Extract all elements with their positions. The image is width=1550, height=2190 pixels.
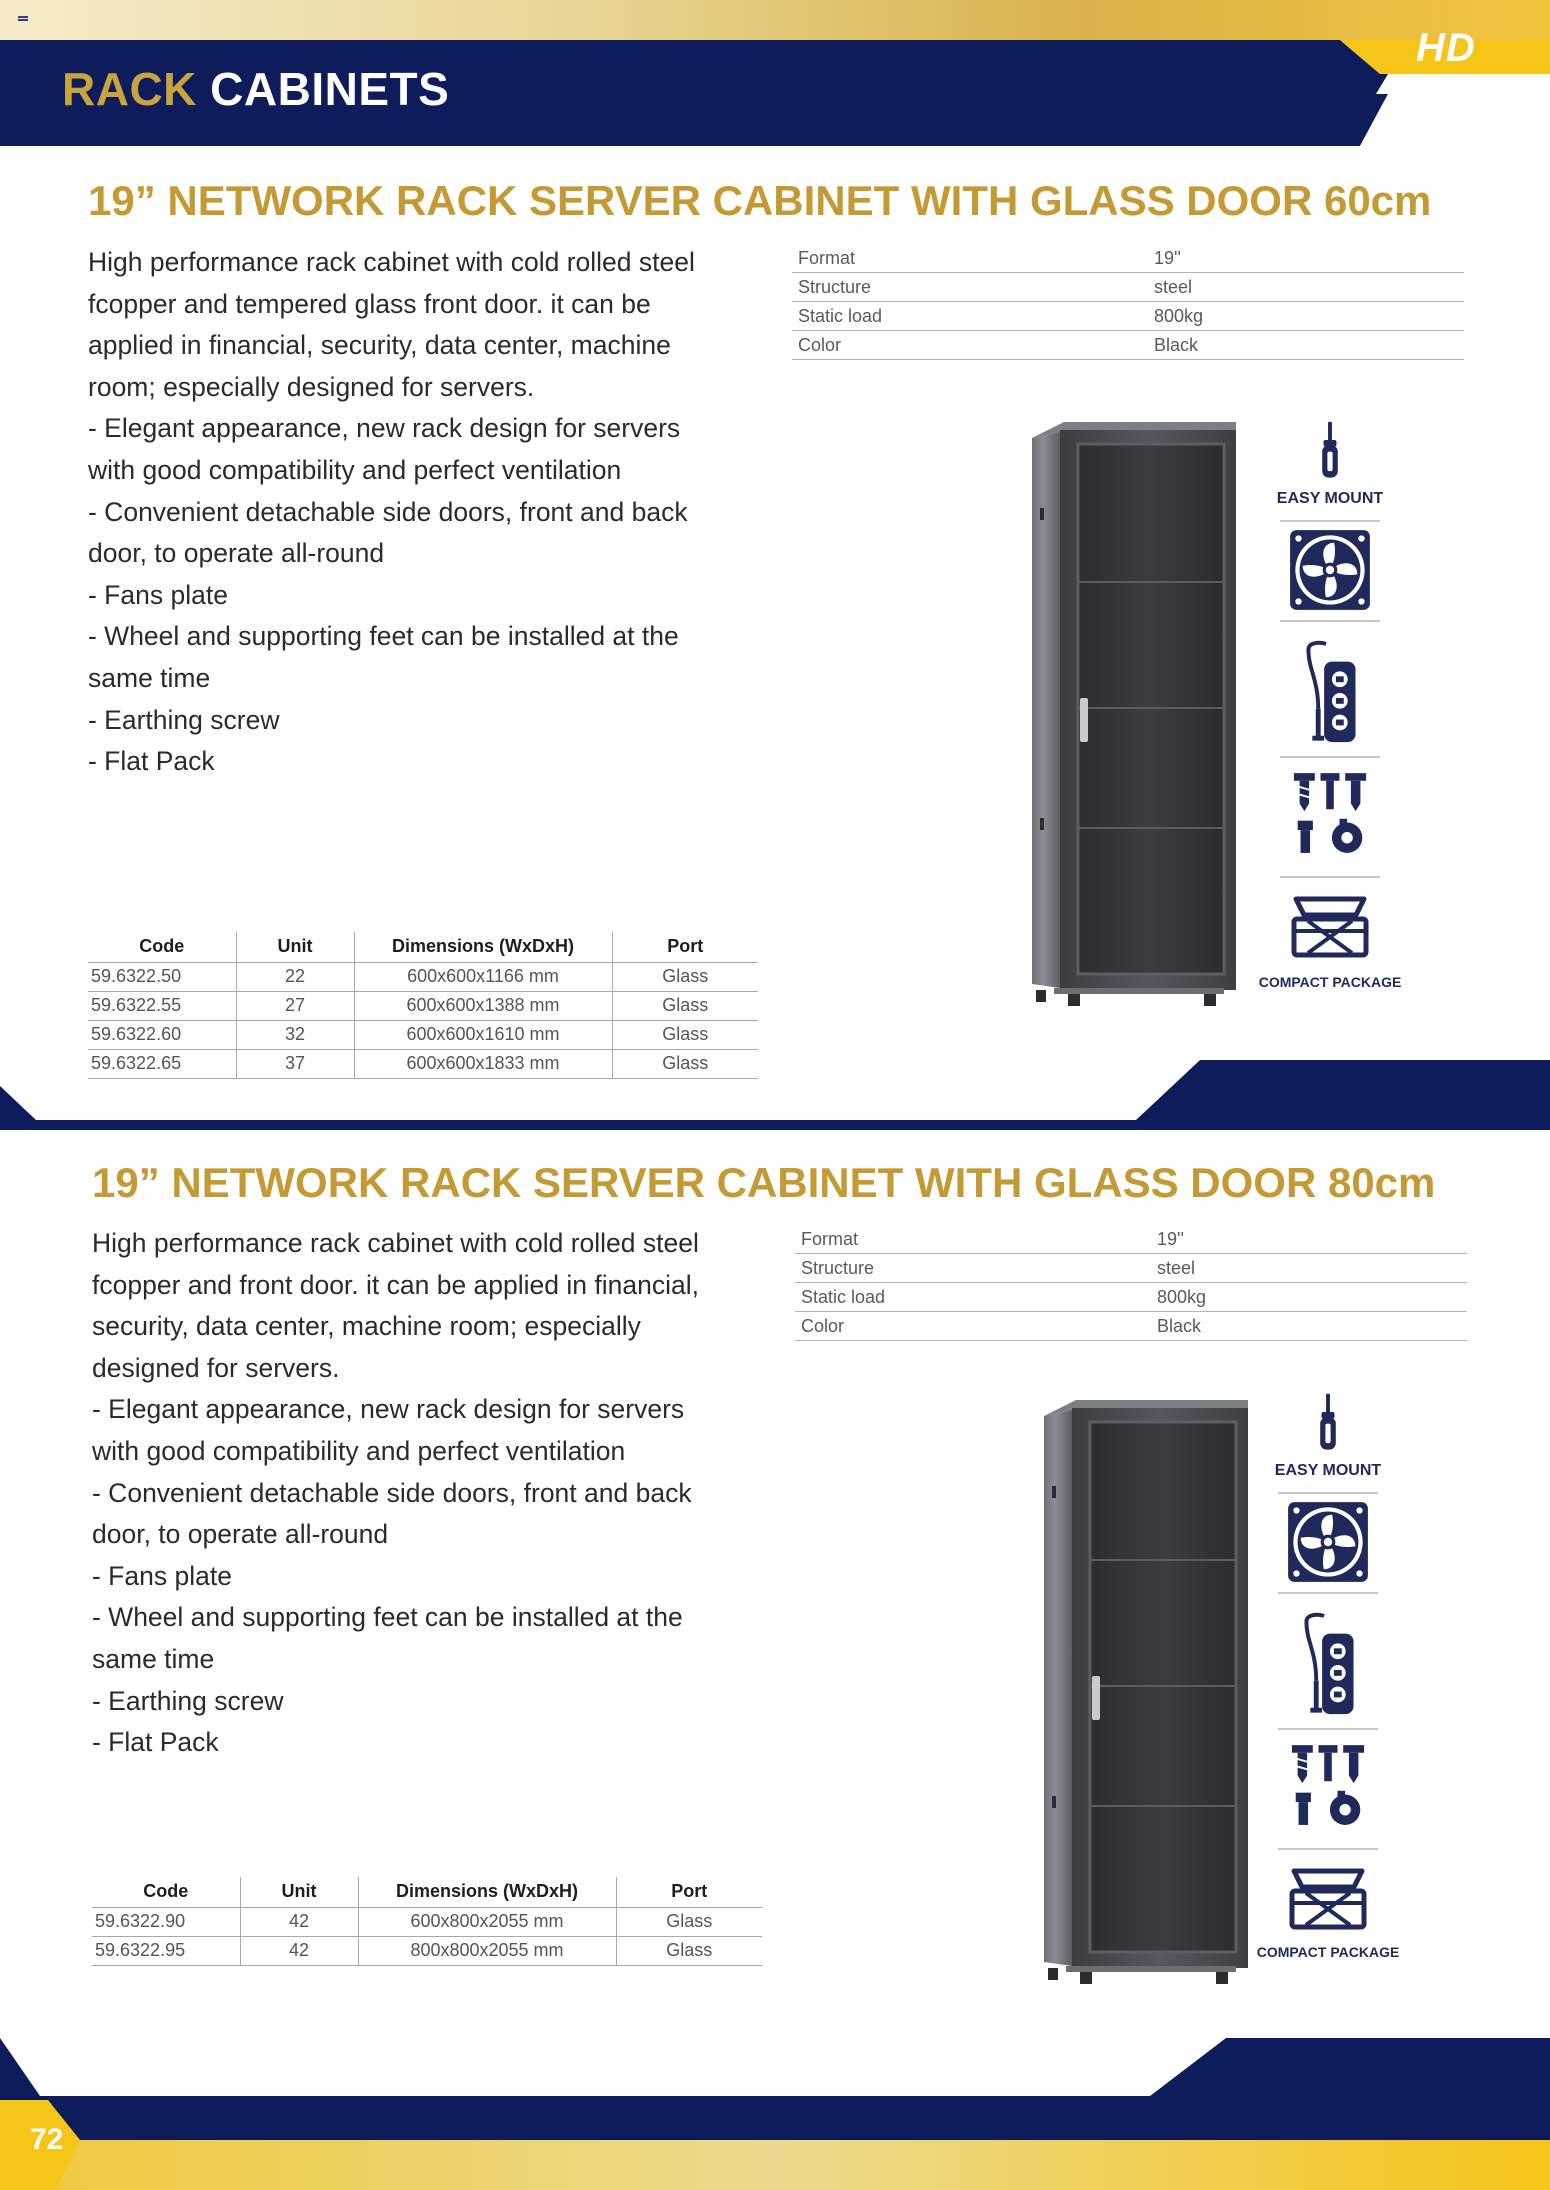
divider: [1278, 1848, 1378, 1850]
power-strip-icon: [1268, 1612, 1388, 1720]
divider: [1278, 1592, 1378, 1594]
cell-dimensions: 800x800x2055 mm: [358, 1936, 616, 1965]
screws-wheel-icon: [1268, 1742, 1388, 1830]
cell-port: Glass: [616, 1907, 762, 1936]
cell-port: Glass: [612, 991, 758, 1020]
cell-dimensions: 600x600x1388 mm: [354, 991, 612, 1020]
description-line: door, to operate all-round: [92, 1519, 389, 1550]
cell-code: 59.6322.55: [88, 991, 236, 1020]
screws-wheel-icon: [1270, 770, 1390, 858]
fan-icon: [1270, 528, 1390, 612]
spec-label: Static load: [798, 305, 883, 326]
spec-row: [792, 273, 1464, 302]
description-line: High performance rack cabinet with cold rolled steel: [92, 1228, 699, 1258]
description-line: - Wheel and supporting feet can be installed at the: [92, 1602, 683, 1633]
column-header-dimensions: Dimensions (WxDxH): [354, 932, 612, 962]
description-line: same time: [92, 1643, 215, 1674]
table-row: [88, 962, 758, 991]
cell-dimensions: 600x600x1166 mm: [354, 962, 612, 991]
screwdriver-icon: [1270, 416, 1390, 486]
header-gold-band: [0, 0, 1550, 40]
description-line: door, to operate all-round: [88, 538, 385, 569]
description-line: same time: [88, 662, 211, 693]
column-header-port: Port: [616, 1877, 762, 1907]
column-header-unit: Unit: [240, 1877, 358, 1907]
cell-port: Glass: [612, 1049, 758, 1078]
spec-value: steel: [1154, 276, 1193, 297]
product-title: 19” NETWORK RACK SERVER CABINET WITH GLASS DOOR 80cm: [92, 1159, 1436, 1206]
description-line: - Elegant appearance, new rack design for servers: [88, 413, 681, 444]
product-code-table: [88, 932, 758, 1079]
description-line: with good compatibility and perfect ventilation: [88, 454, 622, 485]
cell-port: Glass: [612, 1020, 758, 1049]
cell-unit: 32: [236, 1020, 354, 1049]
product-code-table: [92, 1877, 762, 1966]
spec-label: Color: [801, 1315, 845, 1336]
cell-code: 59.6322.60: [88, 1020, 236, 1049]
cell-unit: 37: [236, 1049, 354, 1078]
column-header-port: Port: [612, 932, 758, 962]
spec-label: Format: [801, 1228, 859, 1249]
menu-icon[interactable]: [18, 16, 28, 24]
spec-row: [792, 302, 1464, 331]
description-line: - Wheel and supporting feet can be installed at the: [88, 621, 679, 652]
description-line: with good compatibility and perfect ventilation: [92, 1435, 626, 1466]
cell-port: Glass: [616, 1936, 762, 1965]
column-header-code: Code: [88, 932, 236, 962]
spec-label: Format: [798, 247, 856, 268]
package-icon: [1268, 1862, 1388, 1934]
spec-value: 19'': [1154, 247, 1181, 268]
divider: [1278, 1728, 1378, 1730]
feature-label-easy-mount: EASY MOUNT: [1274, 1462, 1382, 1479]
cell-dimensions: 600x600x1833 mm: [354, 1049, 612, 1078]
spec-label: Structure: [801, 1257, 875, 1278]
description-line: room; especially designed for servers.: [88, 371, 535, 402]
spec-row: [795, 1254, 1467, 1283]
footer-band: [0, 2030, 1550, 2190]
cell-code: 59.6322.90: [92, 1907, 240, 1936]
page-number: 72: [30, 2123, 64, 2156]
feature-label-compact-package: COMPACT PACKAGE: [1258, 974, 1402, 990]
product-image-cabinet: [1024, 418, 1244, 1008]
description-line: - Elegant appearance, new rack design for servers: [92, 1394, 685, 1425]
spec-label: Static load: [801, 1286, 886, 1307]
feature-icons: [1256, 1382, 1400, 1982]
section-divider-band: [0, 1060, 1550, 1130]
cell-code: 59.6322.95: [92, 1936, 240, 1965]
cell-unit: 42: [240, 1936, 358, 1965]
product-description: [92, 1223, 782, 1764]
cell-code: 59.6322.50: [88, 962, 236, 991]
divider: [1280, 876, 1380, 878]
spec-value: 19'': [1157, 1228, 1184, 1249]
screwdriver-icon: [1268, 1388, 1388, 1458]
spec-value: 800kg: [1154, 305, 1204, 326]
spec-table: [792, 244, 1464, 360]
description-line: - Fans plate: [88, 579, 228, 610]
cell-dimensions: 600x800x2055 mm: [358, 1907, 616, 1936]
feature-label-compact-package: COMPACT PACKAGE: [1256, 1944, 1400, 1960]
spec-value: Black: [1154, 334, 1199, 355]
power-strip-icon: [1270, 640, 1390, 748]
cell-unit: 22: [236, 962, 354, 991]
spec-label: Color: [798, 334, 842, 355]
cell-unit: 42: [240, 1907, 358, 1936]
package-icon: [1270, 890, 1390, 962]
cell-dimensions: 600x600x1610 mm: [354, 1020, 612, 1049]
section-title: [62, 63, 450, 115]
divider: [1280, 620, 1380, 622]
cell-port: Glass: [612, 962, 758, 991]
table-row: [92, 1907, 762, 1936]
spec-row: [792, 244, 1464, 273]
product-image-cabinet: [1036, 1396, 1256, 1986]
spec-row: [792, 331, 1464, 360]
description-line: fcopper and front door. it can be applied in financial,: [92, 1269, 699, 1300]
description-line: - Fans plate: [92, 1560, 232, 1591]
divider: [1278, 1492, 1378, 1494]
divider: [1280, 520, 1380, 522]
description-line: applied in financial, security, data center, machine: [88, 330, 671, 361]
table-row: [92, 1936, 762, 1965]
description-line: - Flat Pack: [88, 746, 215, 777]
description-line: security, data center, machine room; especially: [92, 1311, 641, 1342]
description-line: - Flat Pack: [92, 1727, 219, 1758]
description-line: - Earthing screw: [92, 1685, 284, 1716]
description-line: fcopper and tempered glass front door. it can be: [88, 288, 651, 319]
brand-logo: HD: [1416, 26, 1476, 70]
fan-icon: [1268, 1500, 1388, 1584]
description-line: - Earthing screw: [88, 704, 280, 735]
section-title-accent: RACK: [62, 63, 197, 115]
table-header-row: [88, 932, 758, 962]
divider: [1280, 756, 1380, 758]
description-line: High performance rack cabinet with cold rolled steel: [88, 247, 695, 277]
section-title-rest: CABINETS: [210, 63, 450, 115]
column-header-code: Code: [92, 1877, 240, 1907]
column-header-unit: Unit: [236, 932, 354, 962]
feature-label-easy-mount: EASY MOUNT: [1276, 490, 1384, 507]
spec-value: Black: [1157, 1315, 1202, 1336]
spec-row: [795, 1225, 1467, 1254]
feature-icons: [1258, 410, 1402, 1010]
table-row: [88, 991, 758, 1020]
description-line: - Convenient detachable side doors, front and back: [92, 1477, 692, 1508]
spec-label: Structure: [798, 276, 872, 297]
table-row: [88, 1020, 758, 1049]
spec-row: [795, 1312, 1467, 1341]
spec-value: steel: [1157, 1257, 1196, 1278]
spec-table: [795, 1225, 1467, 1341]
cell-code: 59.6322.65: [88, 1049, 236, 1078]
column-header-dimensions: Dimensions (WxDxH): [358, 1877, 616, 1907]
product-title: 19” NETWORK RACK SERVER CABINET WITH GLASS DOOR 60cm: [88, 177, 1432, 224]
spec-row: [795, 1283, 1467, 1312]
description-line: designed for servers.: [92, 1352, 340, 1383]
table-header-row: [92, 1877, 762, 1907]
cell-unit: 27: [236, 991, 354, 1020]
product-description: [88, 242, 778, 783]
spec-value: 800kg: [1157, 1286, 1207, 1307]
description-line: - Convenient detachable side doors, front and back: [88, 496, 688, 527]
